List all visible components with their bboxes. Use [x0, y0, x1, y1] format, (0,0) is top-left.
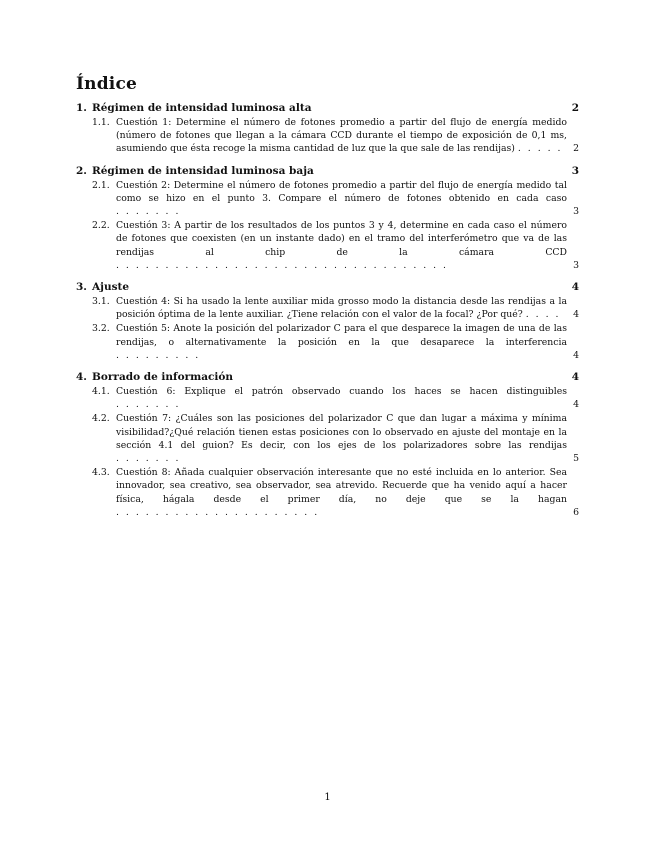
entry-number: 4.2. [92, 413, 110, 425]
entry-text: Cuestión 1: Determine el número de fotones promedio a partir del flujo de energía medido (número de fotones que llegan a la cámara CCD durante el tiempo de exposición de 0,1 ms, asumiendo que ésta recoge la misma cantidad de luz que la que sale de las rendijas) [116, 117, 567, 155]
entry-number: 4.3. [92, 467, 110, 479]
table-of-contents [76, 102, 579, 528]
section-number: 1. [76, 102, 87, 114]
section-title: Ajuste [92, 281, 130, 294]
toc-entry[interactable] [76, 295, 579, 321]
toc-section [76, 165, 579, 272]
entry-number: 2.2. [92, 220, 110, 232]
entry-text: Cuestión 5: Anote la posición del polarizador C para el que desparece la imagen de una de las rendijas, o alternativamente la posición en la que desaparece la interferencia [116, 323, 567, 348]
toc-section-heading[interactable] [76, 281, 579, 294]
toc-section-heading[interactable] [76, 371, 579, 384]
entry-page: 4 [573, 349, 579, 361]
toc-entry[interactable] [76, 466, 579, 519]
entry-number: 1.1. [92, 117, 110, 128]
leader-dots: . . . . . [517, 143, 563, 155]
entry-page: 3 [573, 259, 579, 271]
leader-dots: . . . . . . . [116, 206, 181, 218]
toc-entry[interactable] [76, 219, 579, 272]
section-number: 4. [76, 371, 87, 384]
section-title: Régimen de intensidad luminosa alta [92, 102, 312, 114]
entry-text: Cuestión 2: Determine el número de fotones promedio a partir del flujo de energía medido tal como se hizo en el punto 3. Compare el número de fotones obtenido en cada caso [116, 179, 567, 204]
entry-page: 5 [573, 453, 579, 465]
entry-page: 2 [573, 143, 579, 155]
leader-dots: . . . . . . . . . . . . . . . . . . . . . [116, 506, 320, 518]
toc-entry[interactable] [76, 116, 579, 156]
section-number: 2. [76, 164, 87, 177]
toc-section [76, 281, 579, 362]
toc-section-heading[interactable] [76, 102, 579, 115]
toc-section [76, 102, 579, 156]
entry-page: 4 [573, 399, 579, 411]
entry-number: 2.1. [92, 179, 110, 191]
entry-page: 6 [573, 506, 579, 518]
section-number: 3. [76, 281, 87, 294]
leader-dots: . . . . [525, 309, 561, 321]
toc-section-heading[interactable] [76, 165, 579, 178]
entry-number: 3.1. [92, 296, 110, 308]
leader-dots: . . . . . . . [116, 399, 181, 411]
toc-entry[interactable] [76, 179, 579, 219]
section-page: 2 [571, 102, 579, 114]
section-title: Borrado de información [92, 371, 234, 384]
entry-text: Cuestión 4: Si ha usado la lente auxiliar mida grosso modo la distancia desde las rendijas a la posición óptima de la lente auxiliar. ¿Tiene relación con el valor de la focal? ¿Por qué? [116, 296, 567, 321]
leader-dots: . . . . . . . [116, 453, 181, 465]
page-number: 1 [324, 792, 331, 803]
entry-page: 4 [573, 309, 579, 321]
entry-text: Cuestión 3: A partir de los resultados de los puntos 3 y 4, determine en cada caso el número de fotones que coexisten (en un instante dado) en el tramo del interferómetro que va de las rendijas al chip de la cámara CCD [116, 220, 567, 258]
toc-entry[interactable] [76, 412, 579, 465]
leader-dots: . . . . . . . . . [116, 349, 201, 361]
leader-dots: . . . . . . . . . . . . . . . . . . . . . . . . . . . . . . . . . . [116, 259, 448, 271]
entry-text: Cuestión 6: Explique el patrón observado cuando los haces se hacen distinguibles [116, 386, 567, 398]
entry-number: 4.1. [92, 386, 110, 398]
toc-section [76, 371, 579, 519]
entry-text: Cuestión 8: Añada cualquier observación interesante que no esté incluida en lo anterior. Sea innovador, sea creativo, sea observador, sea atrevido. Recuerde que ha venido aquí a hacer física, hágala desde el primer día, no deje que se la hagan [116, 467, 567, 505]
section-page: 4 [571, 371, 579, 384]
section-title: Régimen de intensidad luminosa baja [92, 164, 314, 177]
toc-title: Índice [76, 74, 138, 94]
section-page: 3 [571, 164, 579, 177]
toc-entry[interactable] [76, 385, 579, 411]
entry-text: Cuestión 7: ¿Cuáles son las posiciones del polarizador C que dan lugar a máxima y mínima visibilidad?¿Qué relación tienen estas posiciones con lo observado en ajuste del montaje en la sección 4.1 del guion? Es decir, con los ejes de los polarizadores sobre las rendijas [116, 413, 567, 451]
section-page: 4 [571, 281, 579, 294]
entry-page: 3 [573, 206, 579, 218]
entry-number: 3.2. [92, 323, 110, 335]
toc-entry[interactable] [76, 322, 579, 362]
